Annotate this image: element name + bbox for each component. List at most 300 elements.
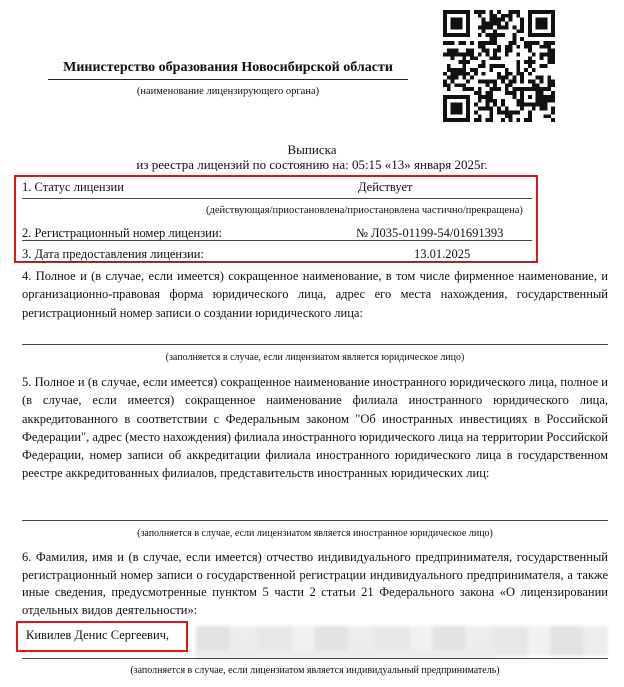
qr-module <box>443 33 447 37</box>
qr-module <box>466 52 470 56</box>
qr-module <box>532 80 536 84</box>
qr-module <box>551 95 555 99</box>
qr-module <box>528 64 532 68</box>
qr-module <box>516 64 520 68</box>
qr-module <box>451 49 455 53</box>
qr-module <box>451 56 455 60</box>
qr-module <box>513 33 517 37</box>
qr-module <box>478 52 482 56</box>
qr-module <box>466 103 470 107</box>
qr-module <box>462 118 466 122</box>
qr-module <box>489 80 493 84</box>
qr-module <box>513 87 517 91</box>
qr-module <box>466 29 470 33</box>
qr-module <box>474 68 478 72</box>
qr-module <box>543 25 547 29</box>
qr-module <box>485 95 489 99</box>
qr-module <box>470 76 474 80</box>
qr-module <box>516 68 520 72</box>
qr-module <box>485 25 489 29</box>
qr-module <box>513 110 517 114</box>
qr-module <box>455 22 459 26</box>
qr-module <box>489 22 493 26</box>
qr-module <box>443 52 447 56</box>
qr-module <box>474 118 478 122</box>
entrepreneur-name: Кивилев Денис Сергеевич, <box>26 628 170 642</box>
qr-module <box>482 41 486 45</box>
qr-module <box>536 76 540 80</box>
qr-module <box>551 91 555 95</box>
qr-module <box>478 99 482 103</box>
qr-module <box>493 80 497 84</box>
qr-module <box>466 18 470 22</box>
qr-module <box>513 10 517 14</box>
qr-module <box>485 52 489 56</box>
qr-module <box>505 68 509 72</box>
qr-module <box>455 72 459 76</box>
qr-module <box>489 37 493 41</box>
qr-module <box>482 49 486 53</box>
qr-module <box>493 56 497 60</box>
qr-module <box>551 83 555 87</box>
qr-module <box>505 52 509 56</box>
qr-module <box>543 107 547 111</box>
qr-module <box>540 76 544 80</box>
qr-module <box>489 87 493 91</box>
qr-module <box>547 33 551 37</box>
qr-module <box>532 60 536 64</box>
licensing-authority: Министерство образования Новосибирской области <box>63 60 393 75</box>
qr-module <box>493 33 497 37</box>
qr-module <box>536 87 540 91</box>
qr-module <box>543 22 547 26</box>
qr-module <box>482 45 486 49</box>
qr-module <box>447 52 451 56</box>
qr-module <box>443 83 447 87</box>
qr-module <box>520 25 524 29</box>
qr-module <box>520 103 524 107</box>
qr-module <box>520 37 524 41</box>
qr-module <box>528 103 532 107</box>
qr-module <box>516 10 520 14</box>
qr-module <box>466 60 470 64</box>
qr-module <box>458 95 462 99</box>
qr-module <box>493 22 497 26</box>
qr-module <box>528 114 532 118</box>
qr-module <box>455 52 459 56</box>
qr-module <box>466 72 470 76</box>
qr-module <box>478 80 482 84</box>
qr-module <box>520 72 524 76</box>
qr-module <box>497 33 501 37</box>
qr-module <box>520 22 524 26</box>
qr-module <box>489 18 493 22</box>
qr-module <box>516 60 520 64</box>
qr-module <box>458 25 462 29</box>
qr-module <box>520 99 524 103</box>
section-5-text: 5. Полное и (в случае, если имеется) сокращенное наименование иностранного юридического лица, полное и (в случае, если имеется) сокращенное наименование филиала иностранного юридического лица, аккредитованного в соответствии с Федеральным законом "Об иностранных инвестициях в Российской Федерации", адрес (место нахождения) филиала иностранного юридического лица на территории Российской Федерации, номер записи об аккредитации филиала иностранного юридического лица в государственном реестре аккредитованных филиалов, представительств иностранных юридических лиц: <box>22 375 608 481</box>
qr-module <box>513 76 517 80</box>
qr-module <box>462 95 466 99</box>
qr-module <box>470 87 474 91</box>
qr-module <box>482 64 486 68</box>
qr-module <box>536 99 540 103</box>
qr-module <box>451 76 455 80</box>
qr-module <box>551 10 555 14</box>
qr-module <box>532 83 536 87</box>
qr-module <box>505 76 509 80</box>
qr-module <box>551 33 555 37</box>
qr-module <box>501 25 505 29</box>
qr-module <box>524 41 528 45</box>
qr-module <box>458 33 462 37</box>
qr-module <box>462 41 466 45</box>
regnum-label: 2. Регистрационный номер лицензии: <box>22 226 223 240</box>
qr-module <box>443 41 447 45</box>
qr-module <box>458 118 462 122</box>
qr-module <box>451 33 455 37</box>
qr-module <box>513 37 517 41</box>
qr-module <box>516 29 520 33</box>
qr-module <box>547 10 551 14</box>
qr-module <box>443 72 447 76</box>
qr-module <box>528 60 532 64</box>
qr-module <box>443 114 447 118</box>
qr-module <box>547 49 551 53</box>
qr-module <box>462 87 466 91</box>
qr-module <box>443 25 447 29</box>
qr-module <box>497 49 501 53</box>
qr-module <box>505 91 509 95</box>
authority-underline <box>48 79 408 80</box>
qr-module <box>451 68 455 72</box>
qr-module <box>478 45 482 49</box>
qr-module <box>540 10 544 14</box>
qr-module <box>497 110 501 114</box>
qr-module <box>462 52 466 56</box>
qr-module <box>528 80 532 84</box>
qr-module <box>551 99 555 103</box>
qr-module <box>470 41 474 45</box>
qr-module <box>458 107 462 111</box>
qr-module <box>497 25 501 29</box>
qr-module <box>540 18 544 22</box>
qr-module <box>543 18 547 22</box>
qr-module <box>547 41 551 45</box>
qr-module <box>516 110 520 114</box>
qr-module <box>547 80 551 84</box>
qr-module <box>478 107 482 111</box>
qr-module <box>478 41 482 45</box>
qr-module <box>478 14 482 18</box>
qr-module <box>458 60 462 64</box>
qr-module <box>443 29 447 33</box>
qr-module <box>528 45 532 49</box>
qr-module <box>474 91 478 95</box>
qr-module <box>458 18 462 22</box>
qr-module <box>536 22 540 26</box>
qr-module <box>489 68 493 72</box>
qr-module <box>443 103 447 107</box>
qr-module <box>458 22 462 26</box>
qr-module <box>509 18 513 22</box>
qr-module <box>489 14 493 18</box>
qr-module <box>524 118 528 122</box>
qr-module <box>551 25 555 29</box>
qr-module <box>443 10 447 14</box>
qr-module <box>540 45 544 49</box>
qr-module <box>455 110 459 114</box>
qr-module <box>485 103 489 107</box>
qr-module <box>501 18 505 22</box>
qr-module <box>497 22 501 26</box>
qr-module <box>447 87 451 91</box>
qr-module <box>493 29 497 33</box>
qr-module <box>505 49 509 53</box>
qr-module <box>540 103 544 107</box>
qr-module <box>520 87 524 91</box>
qr-module <box>447 68 451 72</box>
qr-module <box>485 91 489 95</box>
qr-module <box>478 64 482 68</box>
qr-module <box>443 118 447 122</box>
qr-module <box>513 95 517 99</box>
qr-module <box>466 118 470 122</box>
qr-module <box>497 107 501 111</box>
qr-module <box>451 10 455 14</box>
qr-module <box>478 91 482 95</box>
qr-module <box>489 114 493 118</box>
qr-module <box>543 103 547 107</box>
section-6-caption: (заполняется в случае, если лицензиатом является индивидуальный предприниматель) <box>130 665 500 676</box>
qr-module <box>443 110 447 114</box>
qr-module <box>466 110 470 114</box>
qr-module <box>547 99 551 103</box>
qr-module <box>551 80 555 84</box>
qr-module <box>443 95 447 99</box>
qr-module <box>474 110 478 114</box>
qr-module <box>532 33 536 37</box>
qr-module <box>482 18 486 22</box>
qr-module <box>505 22 509 26</box>
qr-module <box>447 83 451 87</box>
qr-module <box>497 10 501 14</box>
qr-module <box>458 52 462 56</box>
qr-module <box>447 33 451 37</box>
qr-module <box>447 49 451 53</box>
qr-module <box>482 80 486 84</box>
qr-module <box>509 41 513 45</box>
qr-module <box>551 29 555 33</box>
qr-module <box>524 68 528 72</box>
qr-module <box>458 72 462 76</box>
qr-module <box>470 49 474 53</box>
qr-module <box>528 41 532 45</box>
qr-module <box>497 76 501 80</box>
qr-module <box>551 118 555 122</box>
qr-module <box>451 72 455 76</box>
qr-module <box>528 95 532 99</box>
qr-module <box>474 103 478 107</box>
qr-module <box>489 33 493 37</box>
qr-module <box>451 118 455 122</box>
qr-module <box>505 83 509 87</box>
qr-module <box>547 76 551 80</box>
qr-module <box>478 33 482 37</box>
qr-module <box>551 22 555 26</box>
qr-module <box>455 10 459 14</box>
qr-module <box>462 72 466 76</box>
qr-module <box>485 41 489 45</box>
qr-module <box>455 107 459 111</box>
qr-module <box>501 76 505 80</box>
section-6-text: 6. Фамилия, имя и (в случае, если имеется) отчество индивидуального предпринимателя, государственный регистрационный номер записи о государственной регистрации индивидуального предпринимателя, а также иные сведения, предусмотренные пунктом 5 части 2 статьи 21 Федерального закона «О лицензировании отдельных видов деятельности»: <box>22 550 608 617</box>
qr-module <box>543 99 547 103</box>
qr-module <box>485 22 489 26</box>
qr-module <box>528 18 532 22</box>
qr-module <box>447 118 451 122</box>
qr-module <box>540 95 544 99</box>
qr-module <box>536 91 540 95</box>
qr-module <box>536 103 540 107</box>
qr-module <box>528 110 532 114</box>
qr-module <box>524 45 528 49</box>
qr-module <box>443 14 447 18</box>
qr-module <box>466 25 470 29</box>
qr-module <box>532 52 536 56</box>
qr-module <box>478 118 482 122</box>
qr-module <box>462 68 466 72</box>
qr-module <box>532 103 536 107</box>
qr-module <box>489 64 493 68</box>
qr-module <box>505 25 509 29</box>
qr-module <box>489 25 493 29</box>
qr-module <box>540 22 544 26</box>
status-underline <box>22 198 532 199</box>
qr-module <box>540 99 544 103</box>
qr-module <box>540 80 544 84</box>
qr-module <box>482 22 486 26</box>
qr-module <box>493 41 497 45</box>
qr-module <box>462 76 466 80</box>
qr-module <box>516 103 520 107</box>
section-4-fill-line <box>22 344 608 345</box>
qr-module <box>528 22 532 26</box>
qr-module <box>466 95 470 99</box>
qr-module <box>547 56 551 60</box>
qr-module <box>466 33 470 37</box>
qr-module <box>447 10 451 14</box>
qr-module <box>478 10 482 14</box>
qr-module <box>482 60 486 64</box>
qr-module <box>547 87 551 91</box>
qr-module <box>551 56 555 60</box>
qr-module <box>501 14 505 18</box>
qr-module <box>470 52 474 56</box>
qr-module <box>455 18 459 22</box>
qr-module <box>455 76 459 80</box>
qr-module <box>528 87 532 91</box>
qr-module <box>509 91 513 95</box>
qr-code-icon <box>443 10 555 122</box>
qr-module <box>447 41 451 45</box>
qr-module <box>489 95 493 99</box>
qr-module <box>493 87 497 91</box>
qr-module <box>532 41 536 45</box>
qr-module <box>458 83 462 87</box>
qr-module <box>547 83 551 87</box>
qr-module <box>536 18 540 22</box>
qr-module <box>543 87 547 91</box>
qr-module <box>505 14 509 18</box>
qr-module <box>540 56 544 60</box>
section-4-text: 4. Полное и (в случае, если имеется) сокращенное наименование, в том числе фирменное наименование, и организационно-правовая форма юридического лица, адрес его места нахождения, государственный регистрационный номер записи о создании юридического лица: <box>22 269 608 320</box>
qr-module <box>489 56 493 60</box>
qr-module <box>501 33 505 37</box>
qr-module <box>551 14 555 18</box>
qr-module <box>493 103 497 107</box>
extract-title: Выписка <box>287 142 337 157</box>
authority-caption: (наименование лицензирующего органа) <box>136 86 320 97</box>
qr-module <box>509 45 513 49</box>
qr-module <box>489 110 493 114</box>
qr-module <box>458 110 462 114</box>
qr-module <box>551 60 555 64</box>
qr-module <box>462 56 466 60</box>
qr-module <box>493 83 497 87</box>
qr-module <box>551 49 555 53</box>
qr-module <box>451 95 455 99</box>
qr-module <box>547 52 551 56</box>
qr-module <box>485 83 489 87</box>
qr-module <box>543 33 547 37</box>
qr-module <box>540 87 544 91</box>
qr-module <box>462 64 466 68</box>
qr-module <box>489 91 493 95</box>
qr-module <box>536 95 540 99</box>
qr-module <box>532 87 536 91</box>
qr-module <box>540 91 544 95</box>
qr-module <box>455 33 459 37</box>
qr-module <box>520 18 524 22</box>
qr-module <box>455 95 459 99</box>
qr-module <box>497 87 501 91</box>
qr-module <box>520 80 524 84</box>
qr-module <box>466 107 470 111</box>
qr-module <box>505 114 509 118</box>
qr-module <box>513 80 517 84</box>
qr-module <box>528 25 532 29</box>
qr-module <box>528 29 532 33</box>
qr-module <box>509 83 513 87</box>
qr-module <box>466 114 470 118</box>
qr-module <box>513 25 517 29</box>
qr-module <box>470 68 474 72</box>
qr-module <box>493 52 497 56</box>
qr-module <box>466 80 470 84</box>
qr-module <box>536 83 540 87</box>
qr-module <box>543 45 547 49</box>
qr-module <box>501 110 505 114</box>
qr-module <box>516 99 520 103</box>
qr-module <box>509 10 513 14</box>
section-6-fill-line <box>22 658 608 659</box>
qr-module <box>543 41 547 45</box>
qr-module <box>489 118 493 122</box>
qr-module <box>455 103 459 107</box>
extract-subtitle: из реестра лицензий по состоянию на: 05:15 «13» января 2025г. <box>136 157 488 172</box>
qr-module <box>466 99 470 103</box>
